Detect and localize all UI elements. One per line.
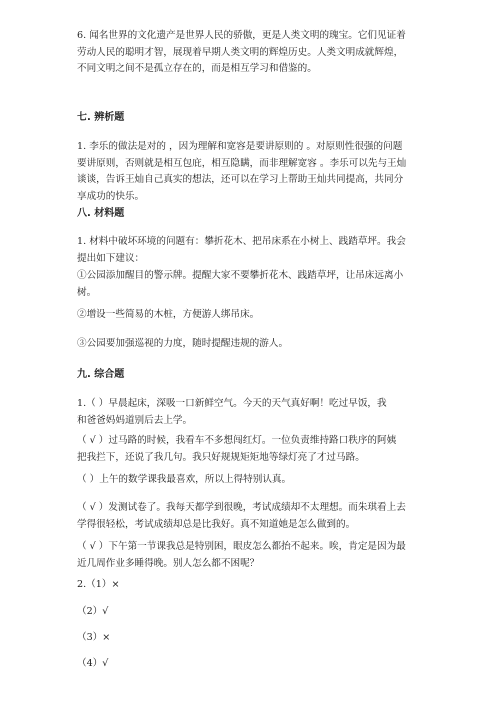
s7-line-1: 1. 李乐的做法是对的 ，因为理解和宽容是要讲原则的 。对原则性很强的问题 — [77, 141, 403, 152]
q6-line-3: 不同文明之间不是孤立存在的，而是相互学习和借鉴的。 — [77, 63, 317, 74]
s9-p2-line-2: 把我拦下，还说了我几句。我只好规规矩矩地等绿灯亮了才过马路。 — [77, 451, 365, 463]
section-8-title: 八. 材料题 — [77, 208, 125, 219]
s9-q2-answer-3: （3）× — [77, 632, 111, 643]
section-7-title: 七. 辨析题 — [77, 112, 125, 123]
section-8-intro — [77, 234, 425, 267]
s7-line-4: 享成功的快乐。 — [77, 190, 145, 202]
s9-paragraph-2 — [77, 433, 425, 466]
s7-line-3: 谈谈，告诉王灿自己真实的想法，还可以在学习上帮助王灿共同提高，共同分 — [77, 174, 404, 185]
s9-q2-answer-4: （4）√ — [77, 658, 109, 669]
s9-p1-line-2: 和爸爸妈妈道别后去上学。 — [77, 414, 193, 426]
s9-q2-answer-2: （2）√ — [77, 606, 109, 617]
s8-intro-line-1: 1. 材料中破坏环境的问题有：攀折花木、把吊床系在小树上、践踏草坪。我会 — [77, 236, 406, 247]
s7-line-2: 要讲原则，否则就是相互包庇，相互隐瞒，而非理解宽容 。李乐可以先与王灿 — [77, 157, 407, 169]
s9-paragraph-3: （ ）上午的数学课我最喜欢，所以上得特别认真。 — [77, 474, 292, 485]
section-8-suggestion-1 — [77, 268, 425, 301]
s8-sug1-line-2: 树。 — [77, 286, 97, 298]
s9-p4-line-1: （ √ ）发测试卷了。我每天都学到很晚，考试成绩却不太理想。而朱琪看上去 — [77, 502, 406, 513]
s9-paragraph-4 — [77, 500, 425, 533]
s9-paragraph-5 — [77, 539, 425, 572]
s9-q2-answer-1: 2.（1）× — [77, 579, 120, 590]
s9-p5-line-1: （ √ ）下午第一节课我总是特别困，眼皮怎么都抬不起来。唉，肯定是因为最 — [77, 541, 406, 552]
q6-line-2: 劳动人民的聪明才智，展现着早期人类文明的辉煌历史。人类文明成就辉煌， — [77, 46, 404, 58]
q6-paragraph — [77, 28, 425, 78]
s9-p1-line-1: 1.（ ）早晨起床，深吸一口新鲜空气。今天的天气真好啊！吃过早饭，我 — [77, 398, 387, 409]
s9-p2-line-1: （ √ ）过马路的时候，我看车不多想闯红灯。一位负责维持路口秩序的阿姨 — [77, 435, 397, 446]
s9-p4-line-2: 学得很轻松，考试成绩却总是比我好。真不知道她是怎么做到的。 — [77, 518, 356, 530]
s9-paragraph-1 — [77, 396, 425, 429]
s8-sug1-line-1: ①公园添加醒目的警示牌。提醒大家不要攀折花木、践踏草坪，让吊床远离小 — [77, 270, 404, 281]
section-8-suggestion-2: ②增设一些简易的木桩，方便游人绑吊床。 — [77, 309, 260, 320]
q6-line-1: 6. 闻名世界的文化遗产是世界人民的骄傲，更是人类文明的瑰宝。它们见证着 — [77, 30, 406, 41]
section-9-title: 九. 综合题 — [77, 369, 125, 380]
section-7-answer — [77, 139, 425, 205]
section-8-suggestion-3: ③公园要加强巡视的力度，随时提醒违规的游人。 — [77, 338, 289, 349]
s9-p5-line-2: 近几周作业多睡得晚。别人怎么都不困呢？ — [77, 557, 260, 569]
s8-intro-line-2: 提出如下建议： — [77, 252, 145, 264]
